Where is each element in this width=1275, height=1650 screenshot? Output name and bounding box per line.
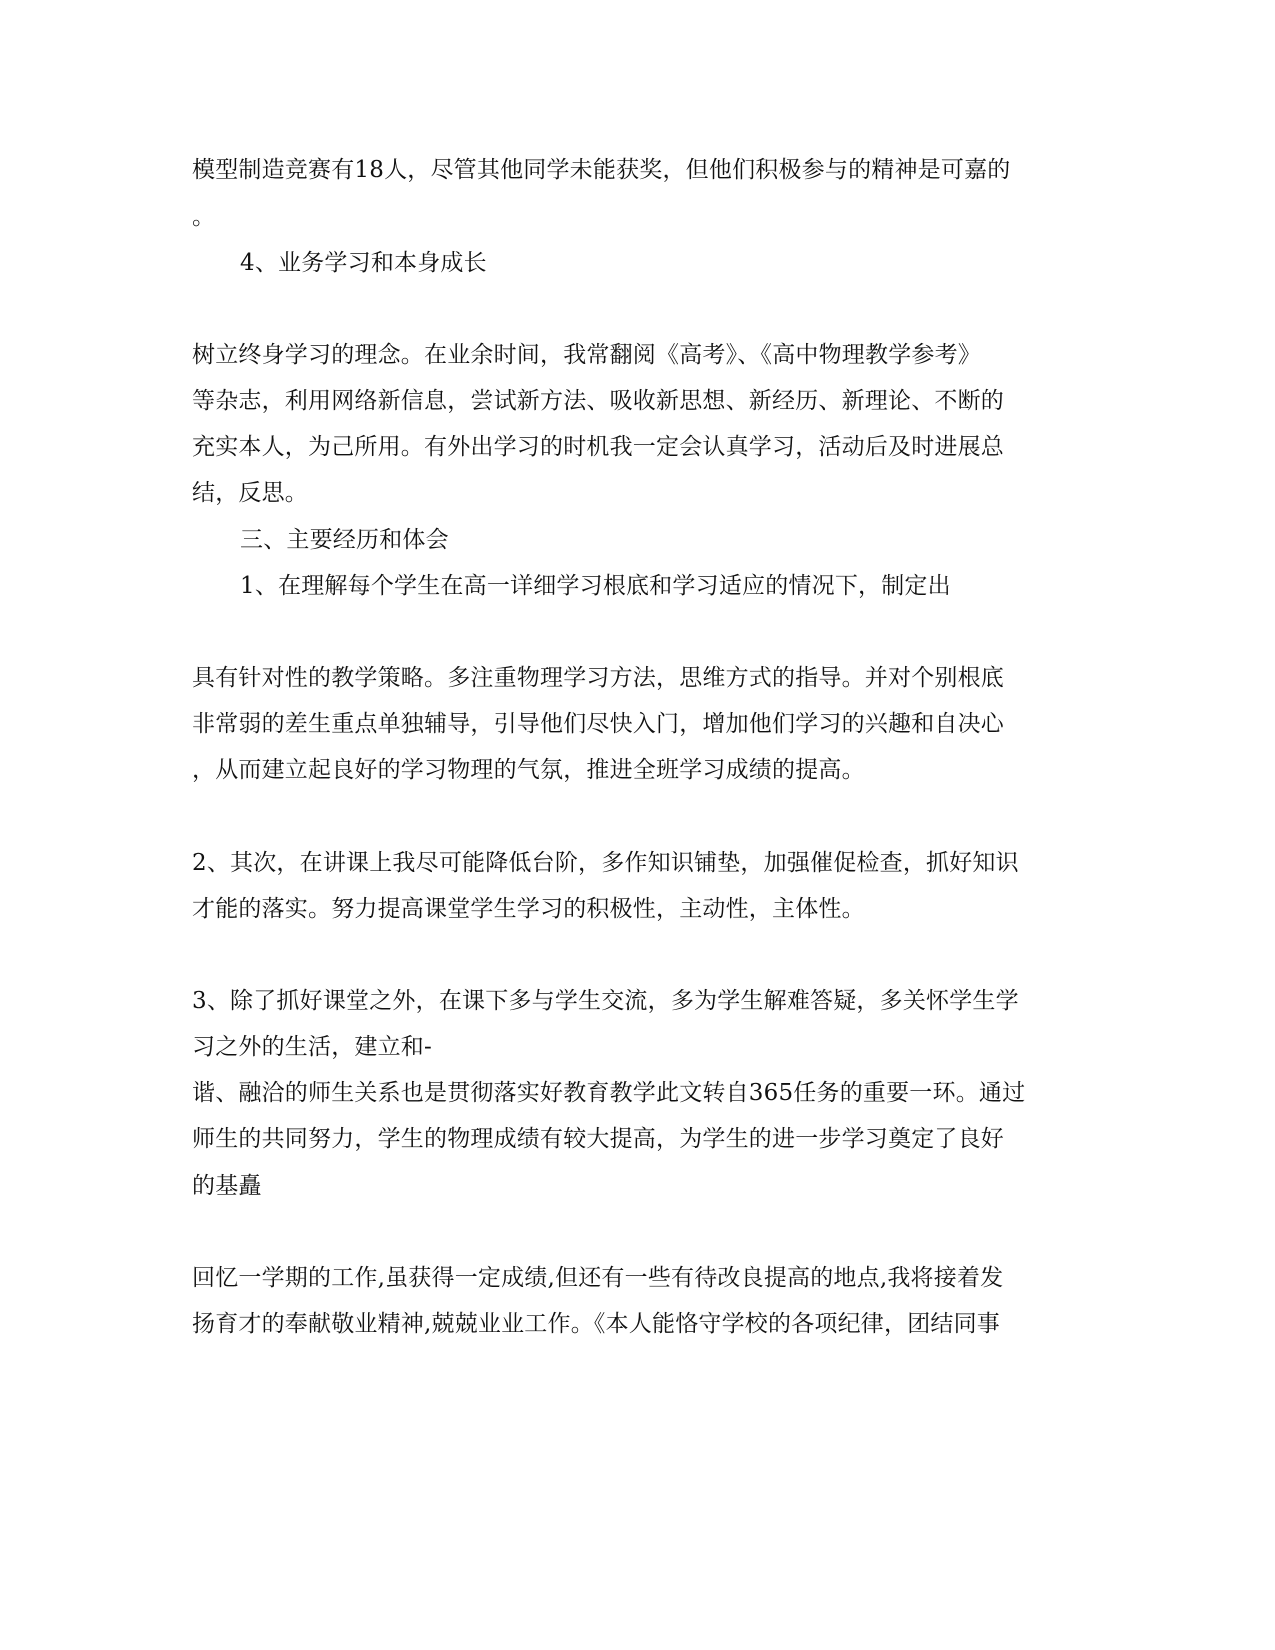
paragraph-line: ，从而建立起良好的学习物理的气氛，推进全班学习成绩的提高。 (192, 757, 865, 783)
paragraph-line: 谐、融洽的师生关系也是贯彻落实好教育教学此文转自365任务的重要一环。通过 (192, 1080, 1026, 1106)
paragraph-line: 回忆一学期的工作,虽获得一定成绩,但还有一些有待改良提高的地点,我将接着发 (192, 1265, 1004, 1291)
paragraph-line: 结，反思。 (192, 480, 308, 506)
paragraph-line: 模型制造竞赛有18人，尽管其他同学未能获奖，但他们积极参与的精神是可嘉的 (192, 157, 1011, 183)
paragraph-line: 师生的共同努力，学生的物理成绩有较大提高，为学生的进一步学习奠定了良好 (192, 1126, 1004, 1152)
paragraph-line: 1、在理解每个学生在高一详细学习根底和学习适应的情况下，制定出 (240, 573, 951, 599)
section-heading: 4、业务学习和本身成长 (240, 250, 487, 276)
paragraph-line: 3、除了抓好课堂之外，在课下多与学生交流，多为学生解难答疑，多关怀学生学 (192, 988, 1019, 1014)
paragraph-line: 才能的落实。努力提高课堂学生学习的积极性，主动性，主体性。 (192, 896, 865, 922)
paragraph-line: 。 (192, 204, 216, 230)
paragraph-line: 扬育才的奉献敬业精神,兢兢业业工作。《本人能恪守学校的各项纪律，团结同事 (192, 1311, 1001, 1337)
paragraph-line: 的基矗 (192, 1173, 262, 1199)
section-heading: 三、主要经历和体会 (240, 527, 449, 553)
paragraph-line: 具有针对性的教学策略。多注重物理学习方法，思维方式的指导。并对个别根底 (192, 665, 1004, 691)
paragraph-line: 充实本人，为己所用。有外出学习的时机我一定会认真学习，活动后及时进展总 (192, 434, 1004, 460)
paragraph-line: 2、其次，在讲课上我尽可能降低台阶，多作知识铺垫，加强催促检查，抓好知识 (192, 850, 1019, 876)
paragraph-line: 等杂志，利用网络新信息，尝试新方法、吸收新思想、新经历、新理论、不断的 (192, 388, 1004, 414)
paragraph-line: 树立终身学习的理念。在业余时间，我常翻阅《高考》、《高中物理教学参考》 (192, 342, 981, 368)
paragraph-line: 习之外的生活，建立和- (192, 1034, 432, 1060)
paragraph-line: 非常弱的差生重点单独辅导，引导他们尽快入门，增加他们学习的兴趣和自决心 (192, 711, 1004, 737)
